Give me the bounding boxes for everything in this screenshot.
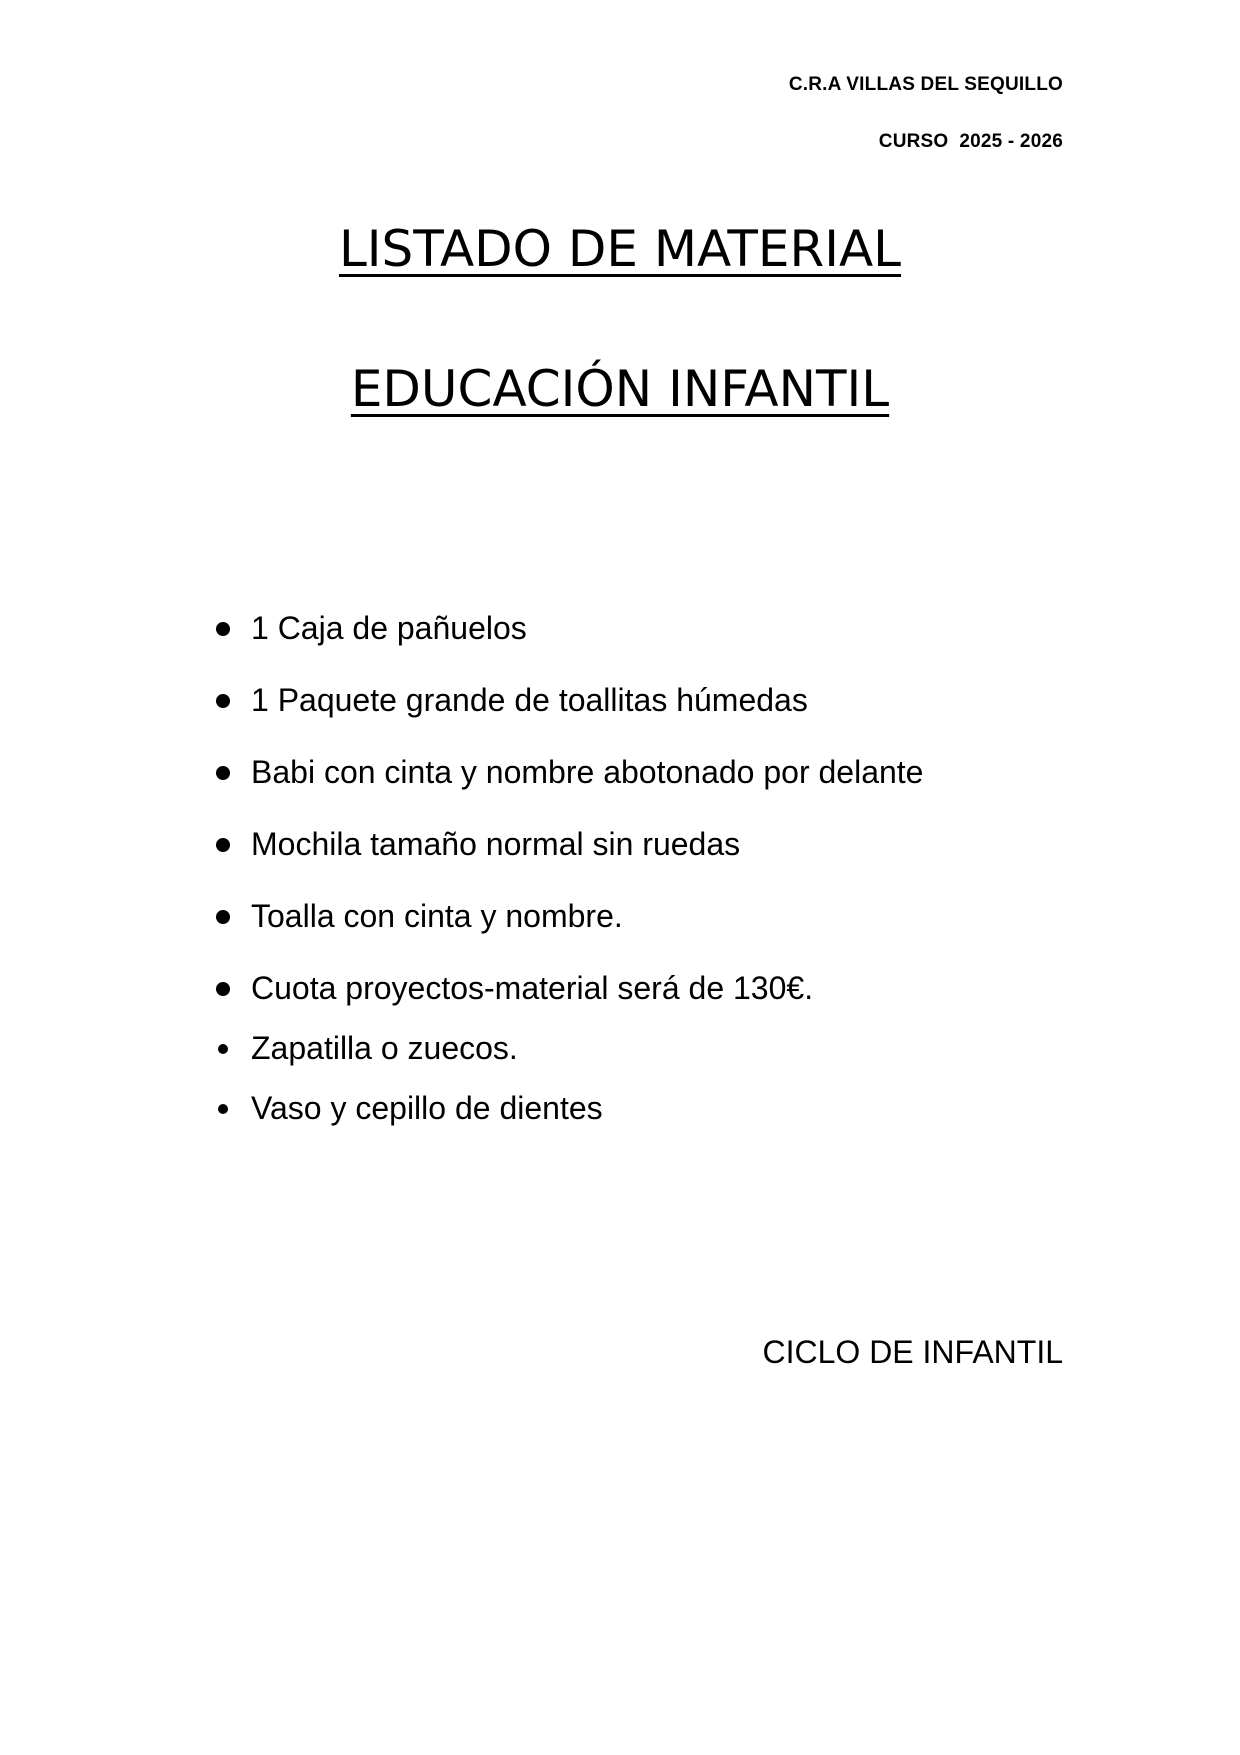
list-item-text: 1 Caja de pañuelos: [251, 610, 527, 646]
list-item-text: Toalla con cinta y nombre.: [251, 898, 623, 934]
page-title: LISTADO DE MATERIAL: [338, 220, 902, 278]
list-item: [216, 968, 923, 1028]
list-item-text: Babi con cinta y nombre abotonado por delante: [251, 754, 924, 790]
bullet-icon: [218, 1044, 228, 1054]
list-item: [216, 680, 923, 752]
bullet-icon: [216, 910, 230, 924]
list-item-text: Cuota proyectos-material será de 130€.: [251, 970, 814, 1006]
bullet-icon: [216, 622, 230, 636]
list-item: [216, 824, 923, 896]
school-name: C.R.A VILLAS DEL SEQUILLO: [788, 74, 1063, 95]
bullet-icon: [216, 766, 230, 780]
list-item: [216, 608, 923, 680]
list-item-text: Mochila tamaño normal sin ruedas: [251, 826, 741, 862]
list-item: [216, 1088, 923, 1148]
bullet-icon: [216, 982, 230, 996]
page-subtitle: EDUCACIÓN INFANTIL: [350, 360, 890, 418]
list-item-text: Zapatilla o zuecos.: [251, 1030, 518, 1066]
list-item: [216, 1028, 923, 1088]
footer-signature: CICLO DE INFANTIL: [762, 1334, 1063, 1370]
list-item-text: Vaso y cepillo de dientes: [251, 1090, 603, 1126]
bullet-icon: [216, 838, 230, 852]
bullet-icon: [216, 694, 230, 708]
list-item: [216, 896, 923, 968]
bullet-icon: [218, 1104, 228, 1114]
materials-list: [216, 608, 923, 1148]
list-item-text: 1 Paquete grande de toallitas húmedas: [251, 682, 808, 718]
list-item: [216, 752, 923, 824]
course-year: CURSO 2025 - 2026: [878, 131, 1063, 152]
